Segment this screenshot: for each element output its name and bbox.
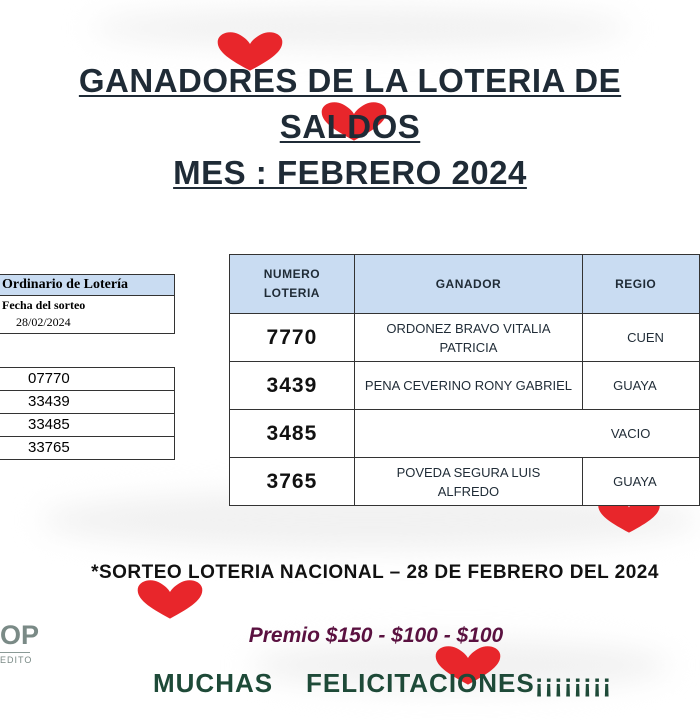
winner-number: 3485 xyxy=(230,410,355,458)
lottery-number-list xyxy=(0,367,175,460)
table-row xyxy=(230,314,700,362)
logo-mark: OP xyxy=(0,620,40,650)
title-line-1: GANADORES DE LA LOTERIA DE xyxy=(78,62,622,99)
logo xyxy=(0,620,40,665)
background-haze xyxy=(90,8,630,48)
logo-text: EDITO xyxy=(0,655,33,665)
column-header-numero: NUMERO LOTERIA xyxy=(230,255,355,314)
page-title xyxy=(0,58,700,196)
winner-name: POVEDA SEGURA LUIS ALFREDO xyxy=(354,458,582,506)
title-line-2: SALDOS xyxy=(279,108,421,145)
winner-number: 3439 xyxy=(230,362,355,410)
winner-number: 3765 xyxy=(230,458,355,506)
logo-divider xyxy=(0,652,30,653)
winner-name-empty: VACIO xyxy=(354,410,699,458)
title-month: MES : FEBRERO 2024 xyxy=(173,154,527,191)
column-header-region: REGIO xyxy=(583,255,700,314)
table-header-row xyxy=(230,255,700,314)
winners-table xyxy=(229,254,700,506)
lottery-number: 07770 xyxy=(0,368,174,391)
lottery-number: 33485 xyxy=(0,414,174,437)
column-header-ganador: GANADOR xyxy=(354,255,582,314)
winner-region: GUAYA xyxy=(583,458,700,506)
lottery-box-header: Ordinario de Lotería xyxy=(0,275,174,296)
congratulations-text: MUCHAS FELICITACIONES¡¡¡¡¡¡¡¡ xyxy=(153,668,613,698)
winner-region: CUEN xyxy=(583,314,700,362)
lottery-number: 33765 xyxy=(28,439,70,456)
lottery-number: 33439 xyxy=(0,391,174,414)
draw-date-label: Fecha del sorteo xyxy=(2,298,86,312)
table-row xyxy=(230,410,700,458)
table-row xyxy=(230,458,700,506)
sorteo-note: *SORTEO LOTERIA NACIONAL – 28 DE FEBRERO DEL 2024 xyxy=(91,562,659,583)
winner-region: GUAYA xyxy=(583,362,700,410)
winner-name: PENA CEVERINO RONY GABRIEL xyxy=(354,362,582,410)
table-row xyxy=(230,362,700,410)
prize-text: Premio $150 - $100 - $100 xyxy=(248,624,504,647)
winner-name: ORDONEZ BRAVO VITALIA PATRICIA xyxy=(354,314,582,362)
lottery-info-box xyxy=(0,274,175,334)
winner-number: 7770 xyxy=(230,314,355,362)
draw-date: 28/02/2024 xyxy=(16,315,71,329)
